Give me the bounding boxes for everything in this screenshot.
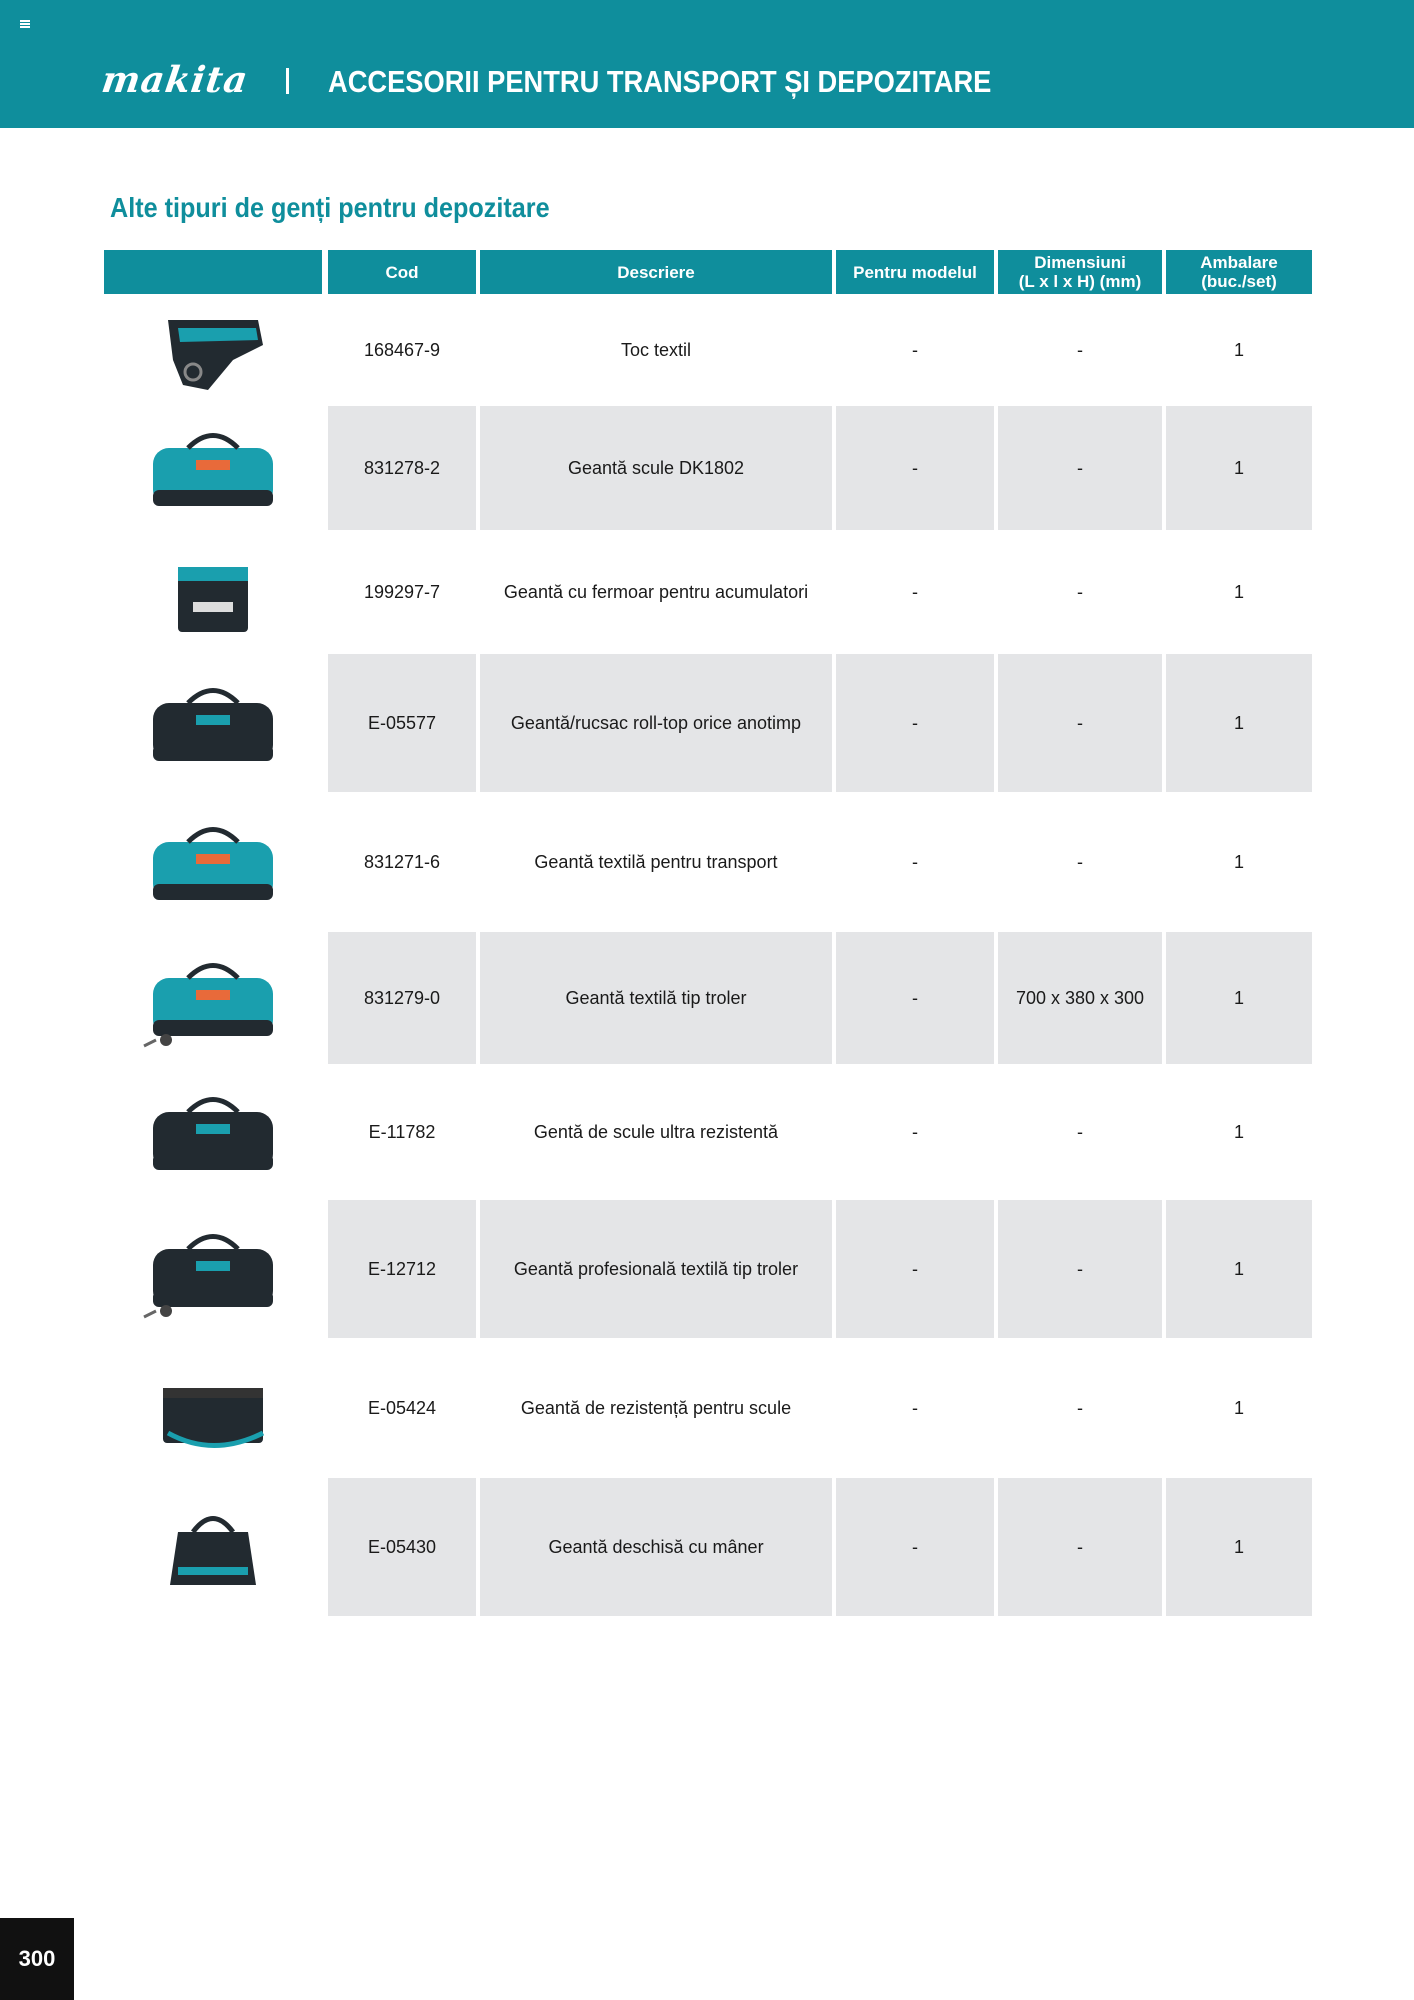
descriere-cell: Geantă cu fermoar pentru acumulatori bbox=[503, 581, 809, 602]
table-row bbox=[104, 792, 1312, 932]
model-cell: - bbox=[836, 1200, 994, 1338]
header-ambalare bbox=[1166, 250, 1312, 294]
cod-cell: 831279-0 bbox=[328, 932, 476, 1064]
model-cell: - bbox=[836, 1478, 994, 1616]
header-image-col bbox=[104, 250, 322, 294]
table-row bbox=[104, 1200, 1312, 1338]
page-number: 300 bbox=[0, 1918, 74, 2000]
table-row bbox=[104, 1478, 1312, 1616]
makita-trolley-bag-image bbox=[104, 932, 322, 1064]
table-body bbox=[104, 294, 1312, 1616]
cod-cell: E-05577 bbox=[328, 654, 476, 792]
header-descriere-label: Descriere bbox=[617, 262, 695, 282]
menu-icon bbox=[20, 20, 30, 28]
table-row bbox=[104, 654, 1312, 792]
cod-cell: E-05424 bbox=[367, 1397, 437, 1418]
dimensiuni-cell: - bbox=[998, 654, 1162, 792]
header-pentru-modelul bbox=[836, 250, 994, 294]
ambalare-cell: 1 bbox=[1166, 1200, 1312, 1338]
descriere-cell: Geantă de rezistență pentru scule bbox=[520, 1397, 792, 1418]
makita-holster-image bbox=[104, 294, 322, 406]
makita-battery-bag-image bbox=[104, 530, 322, 654]
header-title: ACCESORII PENTRU TRANSPORT ȘI DEPOZITARE bbox=[328, 64, 992, 99]
dimensiuni-cell: - bbox=[1077, 851, 1083, 872]
descriere-cell: Geantă profesională textilă tip troler bbox=[480, 1200, 832, 1338]
descriere-cell: Geantă textilă pentru transport bbox=[534, 851, 778, 872]
makita-pro-trolley-image bbox=[104, 1200, 322, 1338]
makita-tool-bag-image bbox=[104, 406, 322, 530]
table-row bbox=[104, 406, 1312, 530]
model-cell: - bbox=[912, 339, 918, 360]
cod-cell: E-12712 bbox=[328, 1200, 476, 1338]
model-cell: - bbox=[912, 1121, 918, 1142]
ambalare-cell: 1 bbox=[1166, 1478, 1312, 1616]
dimensiuni-cell: - bbox=[1077, 581, 1083, 602]
makita-logo: makita bbox=[99, 59, 251, 101]
descriere-cell: Geantă deschisă cu mâner bbox=[480, 1478, 832, 1616]
table-row bbox=[104, 294, 1312, 406]
model-cell: - bbox=[836, 406, 994, 530]
table-row bbox=[104, 530, 1312, 654]
header-separator bbox=[286, 68, 289, 94]
section-title: Alte tipuri de genți pentru depozitare bbox=[110, 192, 550, 223]
header-ambalare-sublabel: (buc./set) bbox=[1201, 272, 1277, 291]
dimensiuni-cell: - bbox=[1077, 339, 1083, 360]
table-row bbox=[104, 1338, 1312, 1478]
ambalare-cell: 1 bbox=[1233, 339, 1244, 360]
makita-heavy-duty-case-image bbox=[104, 1338, 322, 1478]
header-ambalare-label: Ambalare bbox=[1200, 253, 1278, 272]
dimensiuni-cell: - bbox=[998, 406, 1162, 530]
model-cell: - bbox=[836, 932, 994, 1064]
makita-rolltop-bag-image bbox=[104, 654, 322, 792]
makita-heavy-bag-image bbox=[104, 1064, 322, 1200]
descriere-cell: Geantă/rucsac roll-top orice anotimp bbox=[480, 654, 832, 792]
dimensiuni-cell: 700 x 380 x 300 bbox=[998, 932, 1162, 1064]
descriere-cell: Geantă textilă tip troler bbox=[480, 932, 832, 1064]
ambalare-cell: 1 bbox=[1233, 1397, 1244, 1418]
model-cell: - bbox=[836, 654, 994, 792]
table-row bbox=[104, 1064, 1312, 1200]
cod-cell: E-05430 bbox=[328, 1478, 476, 1616]
header-cod-label: Cod bbox=[385, 262, 419, 282]
ambalare-cell: 1 bbox=[1166, 406, 1312, 530]
descriere-cell: Gentă de scule ultra rezistentă bbox=[533, 1121, 779, 1142]
header-dimensiuni-label: Dimensiuni bbox=[1034, 253, 1126, 272]
header-descriere bbox=[480, 250, 832, 294]
table-header bbox=[104, 250, 1312, 294]
model-cell: - bbox=[912, 851, 918, 872]
dimensiuni-cell: - bbox=[998, 1200, 1162, 1338]
descriere-cell: Toc textil bbox=[620, 339, 692, 360]
cod-cell: 199297-7 bbox=[363, 581, 441, 602]
dimensiuni-cell: - bbox=[998, 1478, 1162, 1616]
header-cod bbox=[328, 250, 476, 294]
model-cell: - bbox=[912, 1397, 918, 1418]
cod-cell: E-11782 bbox=[368, 1121, 436, 1142]
makita-open-tote-image bbox=[104, 1478, 322, 1616]
product-table bbox=[104, 250, 1312, 1616]
page-header bbox=[0, 0, 1414, 128]
header-model-label: Pentru modelul bbox=[853, 262, 977, 282]
cod-cell: 831278-2 bbox=[328, 406, 476, 530]
dimensiuni-cell: - bbox=[1077, 1121, 1083, 1142]
dimensiuni-cell: - bbox=[1077, 1397, 1083, 1418]
cod-cell: 168467-9 bbox=[363, 339, 441, 360]
ambalare-cell: 1 bbox=[1166, 932, 1312, 1064]
ambalare-cell: 1 bbox=[1233, 581, 1244, 602]
cod-cell: 831271-6 bbox=[363, 851, 441, 872]
header-dimensiuni bbox=[998, 250, 1162, 294]
model-cell: - bbox=[912, 581, 918, 602]
ambalare-cell: 1 bbox=[1233, 1121, 1244, 1142]
header-dimensiuni-sublabel: (L x l x H) (mm) bbox=[1018, 272, 1142, 291]
makita-transport-bag-image bbox=[104, 792, 322, 932]
ambalare-cell: 1 bbox=[1166, 654, 1312, 792]
descriere-cell: Geantă scule DK1802 bbox=[480, 406, 832, 530]
table-row bbox=[104, 932, 1312, 1064]
ambalare-cell: 1 bbox=[1233, 851, 1244, 872]
